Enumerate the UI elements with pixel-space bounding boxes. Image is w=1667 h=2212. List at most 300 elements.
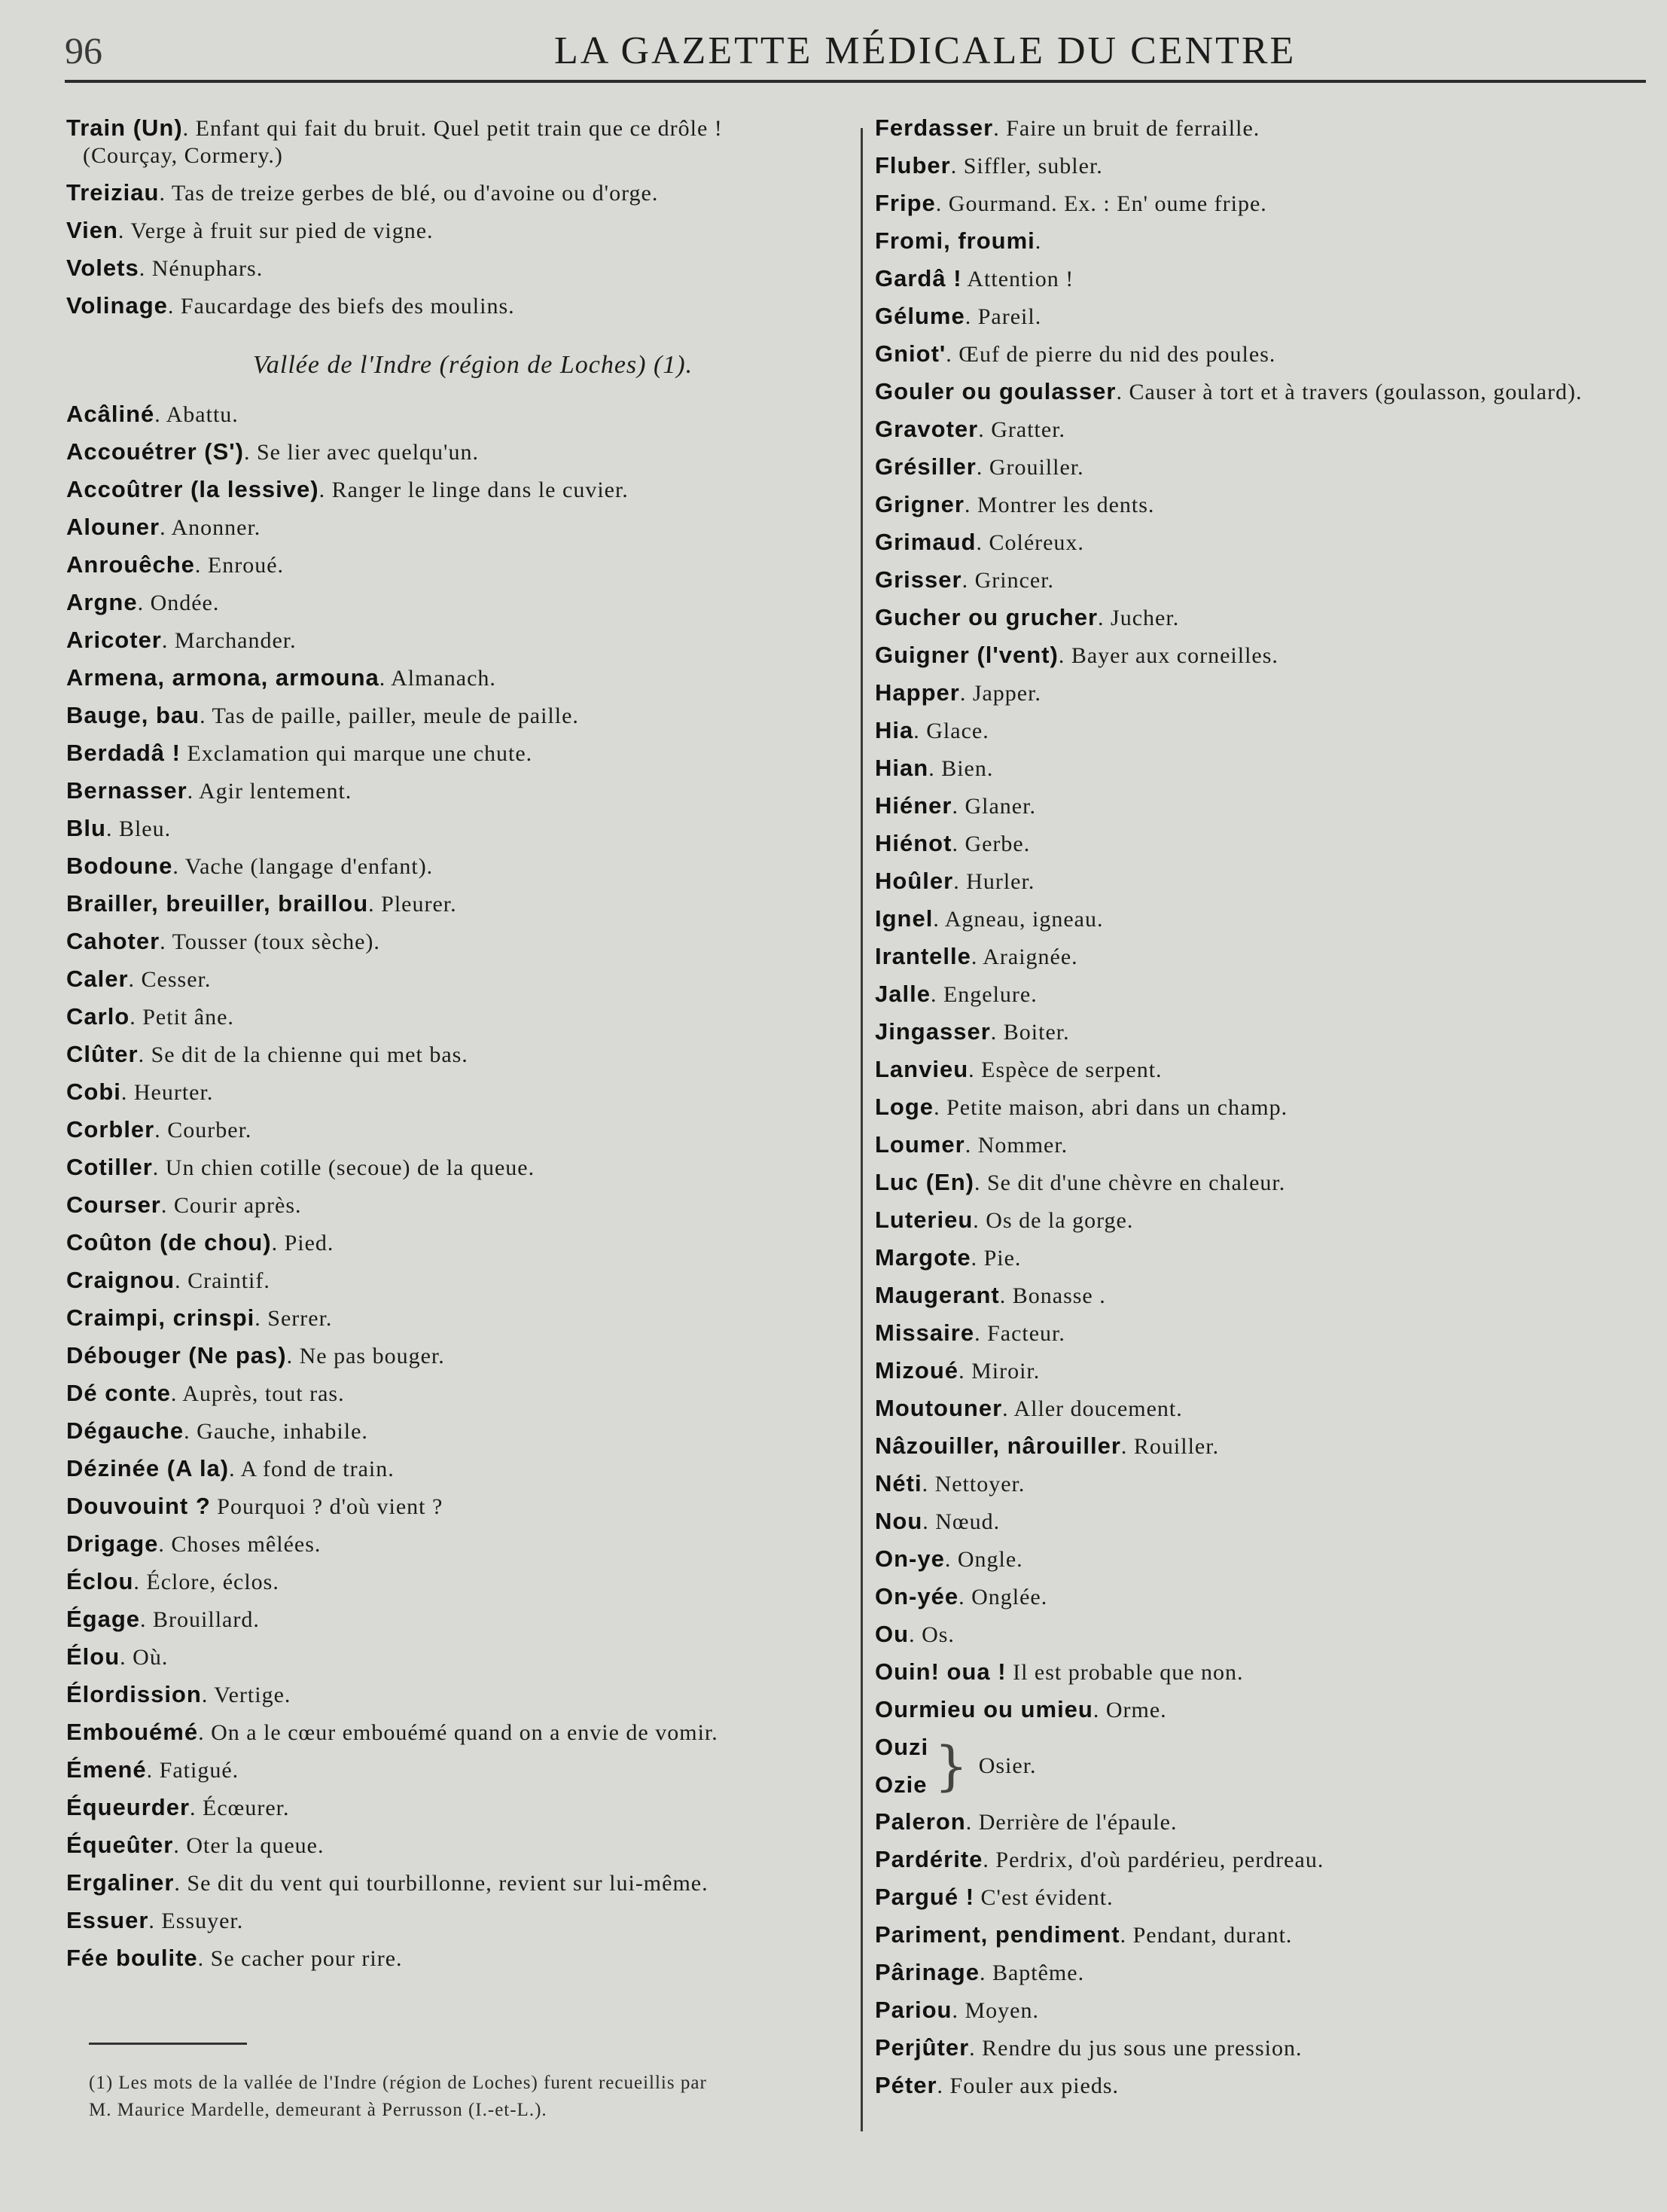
left-column bbox=[66, 114, 849, 1982]
entry-gap bbox=[875, 406, 1658, 416]
glossary-entry bbox=[66, 702, 849, 730]
entry-definition: . Heurter. bbox=[120, 1080, 214, 1105]
entry-headword: Hiéner bbox=[875, 792, 952, 819]
entry-headword: Gravoter bbox=[875, 416, 979, 442]
entry-definition: . Ondée. bbox=[137, 590, 220, 615]
entry-gap bbox=[66, 429, 849, 438]
entry-definition: . Baptême. bbox=[979, 1960, 1085, 1985]
entry-gap bbox=[875, 1460, 1658, 1470]
glossary-entry bbox=[66, 551, 849, 579]
entry-definition: . Coléreux. bbox=[976, 530, 1084, 555]
entry-gap bbox=[66, 1784, 849, 1794]
entry-definition: . Anonner. bbox=[160, 515, 261, 540]
entry-definition: . Écœurer. bbox=[190, 1796, 290, 1820]
entry-definition: . On a le cœur embouémé quand on a envie de vomir. bbox=[198, 1720, 718, 1745]
entry-definition: . Espèce de serpent. bbox=[968, 1057, 1163, 1082]
entry-definition: . Marchander. bbox=[161, 628, 297, 653]
entry-gap bbox=[875, 1159, 1658, 1169]
glossary-entry bbox=[875, 1056, 1658, 1084]
entry-headword: Élordission bbox=[66, 1681, 202, 1707]
entry-headword: Luc (En) bbox=[875, 1169, 974, 1195]
glossary-entry bbox=[66, 853, 849, 880]
entry-definition: . Jucher. bbox=[1098, 606, 1180, 630]
entry-gap bbox=[66, 1972, 849, 1982]
entry-definition: . Petite maison, abri dans un champ. bbox=[934, 1095, 1288, 1120]
entry-definition: . Engelure. bbox=[930, 982, 1038, 1007]
entry-headword: Hiénot bbox=[875, 830, 952, 856]
glossary-entry bbox=[66, 966, 849, 993]
entry-definition: . Rouiller. bbox=[1120, 1434, 1220, 1459]
right-glossary-entries-a bbox=[875, 114, 1658, 1734]
entry-gap bbox=[875, 1347, 1658, 1357]
glossary-entry bbox=[875, 1320, 1658, 1347]
glossary-entry bbox=[66, 1681, 849, 1709]
entry-headword: Ferdasser bbox=[875, 114, 994, 141]
entry-gap bbox=[875, 933, 1658, 943]
entry-definition: . Courber. bbox=[154, 1118, 252, 1143]
entry-definition: . Essuyer. bbox=[148, 1908, 244, 1933]
entry-definition: . Éclore, éclos. bbox=[133, 1570, 279, 1594]
entry-gap bbox=[875, 1008, 1658, 1018]
glossary-entry bbox=[875, 1282, 1658, 1310]
entry-headword: Équeûter bbox=[66, 1832, 174, 1858]
glossary-entry bbox=[66, 1229, 849, 1257]
entry-gap bbox=[66, 617, 849, 627]
left-top-entries bbox=[66, 114, 849, 330]
entry-definition: . Un chien cotille (secoue) de la queue. bbox=[152, 1155, 535, 1180]
entry-gap bbox=[66, 843, 849, 853]
entry-definition: . bbox=[1035, 229, 1042, 254]
left-glossary-entries bbox=[66, 401, 849, 1982]
entry-gap bbox=[66, 542, 849, 551]
entry-definition: . Vache (langage d'enfant). bbox=[172, 854, 434, 879]
entry-gap bbox=[66, 1634, 849, 1643]
glossary-entry bbox=[875, 190, 1658, 218]
glossary-entry bbox=[875, 1094, 1658, 1121]
entry-headword: Ozie bbox=[875, 1771, 928, 1798]
entry-headword: Cotiller bbox=[66, 1154, 153, 1180]
glossary-entry bbox=[66, 1267, 849, 1295]
entry-gap bbox=[66, 1332, 849, 1342]
footnote-line: (1) Les mots de la vallée de l'Indre (région de Loches) furent recueillis par bbox=[89, 2073, 707, 2093]
glossary-entry bbox=[875, 1997, 1658, 2024]
entry-headword: Brailler, breuiller, braillou bbox=[66, 890, 369, 917]
brace-glyph: } bbox=[934, 1735, 968, 1797]
glossary-entry bbox=[66, 1719, 849, 1747]
entry-gap bbox=[66, 993, 849, 1003]
entry-headword: Hian bbox=[875, 755, 929, 781]
entry-headword: Corbler bbox=[66, 1116, 155, 1143]
glossary-entry bbox=[875, 604, 1658, 632]
glossary-entry bbox=[66, 1380, 849, 1408]
entry-headword: Émené bbox=[66, 1756, 147, 1783]
right-column bbox=[875, 114, 1658, 2110]
glossary-entry bbox=[875, 2034, 1658, 2062]
glossary-entry bbox=[875, 303, 1658, 331]
entry-definition: Attention ! bbox=[961, 267, 1074, 291]
entry-headword: Carlo bbox=[66, 1003, 130, 1030]
glossary-entry bbox=[875, 1131, 1658, 1159]
glossary-entry bbox=[66, 1191, 849, 1219]
entry-definition: . Se dit d'une chèvre en chaleur. bbox=[974, 1170, 1286, 1195]
entry-headword: Grigner bbox=[875, 491, 965, 517]
glossary-entry bbox=[66, 890, 849, 918]
glossary-entry bbox=[66, 1568, 849, 1596]
entry-definition: . Faire un bruit de ferraille. bbox=[993, 116, 1260, 141]
glossary-entry bbox=[875, 792, 1658, 820]
glossary-entry bbox=[66, 1455, 849, 1483]
glossary-entry bbox=[66, 292, 849, 320]
glossary-entry bbox=[66, 1530, 849, 1558]
entry-gap bbox=[875, 1385, 1658, 1395]
entry-headword: Pardérite bbox=[875, 1846, 983, 1872]
glossary-entry bbox=[66, 815, 849, 843]
entry-gap bbox=[66, 767, 849, 777]
entry-gap bbox=[875, 1310, 1658, 1320]
entry-headword: Gniot' bbox=[875, 340, 946, 367]
entry-headword: Irantelle bbox=[875, 943, 971, 969]
entry-definition: . Derrière de l'épaule. bbox=[965, 1810, 1178, 1835]
entry-definition: . Se dit du vent qui tourbillonne, revient sur lui-même. bbox=[174, 1871, 709, 1896]
glossary-entry bbox=[875, 1018, 1658, 1046]
entry-gap bbox=[66, 1106, 849, 1116]
entry-gap bbox=[66, 320, 849, 330]
entry-headword: Accoûtrer (la lessive) bbox=[66, 476, 319, 502]
glossary-entry bbox=[66, 1756, 849, 1784]
glossary-entry bbox=[66, 1493, 849, 1521]
entry-headword: Lanvieu bbox=[875, 1056, 969, 1082]
entry-definition: . Bleu. bbox=[105, 816, 172, 841]
entry-definition: . Choses mêlées. bbox=[158, 1532, 322, 1557]
entry-definition: . Aller doucement. bbox=[1002, 1396, 1183, 1421]
entry-headword: Argne bbox=[66, 589, 138, 615]
entry-definition: . Agir lentement. bbox=[187, 779, 352, 804]
entry-gap bbox=[66, 1709, 849, 1719]
glossary-entry bbox=[66, 217, 849, 245]
glossary-entry bbox=[66, 664, 849, 692]
entry-definition: . Se lier avec quelqu'un. bbox=[243, 440, 479, 465]
entry-gap bbox=[875, 783, 1658, 792]
entry-headword: Volinage bbox=[66, 292, 168, 319]
entry-headword: Pargué ! bbox=[875, 1884, 975, 1910]
entry-headword: Craimpi, crinspi bbox=[66, 1304, 255, 1331]
entry-gap bbox=[875, 368, 1658, 378]
entry-headword: Craignou bbox=[66, 1267, 175, 1293]
entry-headword: Paleron bbox=[875, 1808, 966, 1835]
entry-headword: Blu bbox=[66, 815, 106, 841]
entry-headword: Maugerant bbox=[875, 1282, 1000, 1308]
entry-gap bbox=[875, 142, 1658, 152]
entry-definition: . Pleurer. bbox=[368, 892, 457, 917]
glossary-entry bbox=[875, 679, 1658, 707]
glossary-entry bbox=[66, 1869, 849, 1897]
entry-definition: . Cesser. bbox=[128, 967, 212, 992]
entry-definition: . Onglée. bbox=[958, 1585, 1048, 1609]
entry-definition: . Serrer. bbox=[254, 1306, 333, 1331]
entry-definition: . Ne pas bouger. bbox=[286, 1344, 445, 1368]
entry-headword: Missaire bbox=[875, 1320, 975, 1346]
entry-definition: . Nommer. bbox=[965, 1133, 1068, 1158]
glossary-entry bbox=[66, 740, 849, 767]
glossary-entry bbox=[66, 1945, 849, 1972]
glossary-entry bbox=[875, 1583, 1658, 1611]
glossary-entry bbox=[875, 1846, 1658, 1874]
entry-headword: Clûter bbox=[66, 1041, 139, 1067]
entry-headword: Train (Un) bbox=[66, 114, 183, 141]
entry-definition: Exclamation qui marque une chute. bbox=[180, 741, 533, 766]
entry-headword: Hia bbox=[875, 717, 914, 743]
glossary-entry bbox=[66, 1794, 849, 1822]
entry-definition: Osier. bbox=[978, 1753, 1037, 1778]
entry-gap bbox=[66, 207, 849, 217]
entry-gap bbox=[66, 654, 849, 664]
entry-definition: . Almanach. bbox=[379, 666, 496, 691]
entry-headword: Margote bbox=[875, 1244, 971, 1271]
paired-headwords bbox=[875, 1734, 928, 1799]
entry-definition: . Gerbe. bbox=[952, 831, 1031, 856]
footnote bbox=[89, 2070, 857, 2124]
glossary-entry bbox=[66, 1079, 849, 1106]
entry-headword: Ouzi bbox=[875, 1734, 929, 1760]
glossary-entry bbox=[66, 438, 849, 466]
entry-gap bbox=[66, 1370, 849, 1380]
entry-headword: Pariou bbox=[875, 1997, 952, 2023]
entry-gap bbox=[875, 670, 1658, 679]
entry-definition: Il est probable que non. bbox=[1006, 1660, 1244, 1685]
entry-gap bbox=[875, 1911, 1658, 1921]
entry-gap bbox=[875, 1234, 1658, 1244]
entry-definition: . Oter la queue. bbox=[173, 1833, 325, 1858]
entry-headword: Happer bbox=[875, 679, 960, 706]
glossary-entry bbox=[66, 1907, 849, 1935]
entry-headword: Caler bbox=[66, 966, 129, 992]
entry-headword: Douvouint ? bbox=[66, 1493, 211, 1519]
entry-definition: . Agneau, igneau. bbox=[933, 907, 1104, 932]
glossary-entry bbox=[875, 755, 1658, 783]
entry-headword: Ou bbox=[875, 1621, 910, 1647]
entry-gap bbox=[66, 1031, 849, 1041]
entry-definition: . Boiter. bbox=[990, 1020, 1070, 1045]
entry-definition: . Enfant qui fait du bruit. Quel petit train que ce drôle ! bbox=[182, 116, 723, 141]
entry-definition: . Bien. bbox=[928, 756, 994, 781]
entry-headword: Coûton (de chou) bbox=[66, 1229, 272, 1256]
entry-definition: . Facteur. bbox=[974, 1321, 1065, 1346]
entry-continuation: (Courçay, Cormery.) bbox=[83, 143, 283, 168]
entry-headword: Cobi bbox=[66, 1079, 121, 1105]
entry-gap bbox=[875, 971, 1658, 981]
entry-headword: Équeurder bbox=[66, 1794, 190, 1820]
entry-gap bbox=[66, 1596, 849, 1606]
glossary-entry bbox=[66, 114, 849, 169]
entry-headword: Fée boulite bbox=[66, 1945, 198, 1971]
glossary-entry bbox=[875, 114, 1658, 142]
entry-definition: . A fond de train. bbox=[229, 1457, 395, 1481]
entry-headword: Gouler ou goulasser bbox=[875, 378, 1117, 404]
entry-definition: . Gratter. bbox=[978, 417, 1066, 442]
entry-definition: . Petit âne. bbox=[130, 1005, 234, 1030]
glossary-entry bbox=[875, 491, 1658, 519]
glossary-entry bbox=[66, 1606, 849, 1634]
entry-definition: . Se dit de la chienne qui met bas. bbox=[138, 1042, 468, 1067]
entry-headword: Fluber bbox=[875, 152, 951, 178]
page-number: 96 bbox=[65, 29, 102, 72]
glossary-entry bbox=[875, 378, 1658, 406]
glossary-entry bbox=[875, 1395, 1658, 1423]
glossary-entry bbox=[875, 566, 1658, 594]
right-glossary-entries-b bbox=[875, 1808, 1658, 2110]
glossary-entry bbox=[875, 981, 1658, 1008]
entry-headword: Gucher ou grucher bbox=[875, 604, 1099, 630]
entry-definition: . Grincer. bbox=[961, 568, 1055, 593]
entry-gap bbox=[66, 1219, 849, 1229]
entry-definition: . Ranger le linge dans le cuvier. bbox=[318, 477, 629, 502]
footnote-rule bbox=[89, 2043, 247, 2045]
entry-headword: Hoûler bbox=[875, 868, 954, 894]
footnote-line: M. Maurice Mardelle, demeurant à Perrusson (I.-et-L.). bbox=[89, 2100, 547, 2120]
entry-gap bbox=[66, 169, 849, 179]
glossary-entry bbox=[66, 1154, 849, 1182]
entry-definition: . Tousser (toux sèche). bbox=[160, 929, 380, 954]
entry-headword: Grimaud bbox=[875, 529, 977, 555]
entry-definition: . Nettoyer. bbox=[922, 1472, 1025, 1497]
entry-definition: . Nénuphars. bbox=[139, 256, 264, 281]
entry-definition: . Bayer aux corneilles. bbox=[1058, 643, 1278, 668]
entry-definition: . Montrer les dents. bbox=[964, 493, 1155, 517]
journal-title: LA GAZETTE MÉDICALE DU CENTRE bbox=[554, 29, 1297, 72]
entry-gap bbox=[66, 1257, 849, 1267]
entry-gap bbox=[66, 282, 849, 292]
entry-gap bbox=[875, 1649, 1658, 1658]
entry-gap bbox=[875, 745, 1658, 755]
glossary-entry bbox=[875, 717, 1658, 745]
entry-gap bbox=[66, 692, 849, 702]
entry-headword: Berdadâ ! bbox=[66, 740, 181, 766]
glossary-entry bbox=[66, 1041, 849, 1069]
entry-definition: . Enroué. bbox=[194, 553, 285, 578]
entry-gap bbox=[66, 918, 849, 928]
entry-definition: . Glace. bbox=[913, 719, 989, 743]
entry-gap bbox=[66, 1483, 849, 1493]
entry-gap bbox=[875, 1987, 1658, 1997]
glossary-entry bbox=[875, 943, 1658, 971]
entry-definition: . Pied. bbox=[271, 1231, 334, 1256]
entry-headword: Péter bbox=[875, 2072, 937, 2098]
entry-definition: . Tas de paille, pailler, meule de paille. bbox=[200, 703, 579, 728]
glossary-entry bbox=[875, 152, 1658, 180]
entry-gap bbox=[875, 1799, 1658, 1808]
entry-definition: . Os de la gorge. bbox=[973, 1208, 1134, 1233]
entry-headword: Fromi, froumi bbox=[875, 227, 1035, 254]
entry-gap bbox=[66, 1521, 849, 1530]
entry-definition: . Ongle. bbox=[944, 1547, 1023, 1572]
glossary-entry bbox=[875, 265, 1658, 293]
entry-headword: Treiziau bbox=[66, 179, 160, 206]
entry-gap bbox=[875, 858, 1658, 868]
entry-definition: . Fouler aux pieds. bbox=[937, 2073, 1120, 2098]
entry-headword: Grisser bbox=[875, 566, 962, 593]
entry-headword: On-ye bbox=[875, 1545, 945, 1572]
page-header bbox=[65, 26, 1646, 86]
glossary-entry-pair bbox=[875, 1734, 1658, 1799]
entry-headword: Fripe bbox=[875, 190, 936, 216]
entry-gap bbox=[875, 519, 1658, 529]
entry-gap bbox=[875, 293, 1658, 303]
entry-gap bbox=[66, 880, 849, 890]
glossary-entry bbox=[875, 1470, 1658, 1498]
entry-headword: Élou bbox=[66, 1643, 120, 1670]
entry-headword: Bauge, bau bbox=[66, 702, 200, 728]
entry-headword: Vien bbox=[66, 217, 118, 243]
entry-gap bbox=[875, 1536, 1658, 1545]
entry-definition: . Courir après. bbox=[160, 1193, 302, 1218]
entry-headword: Éclou bbox=[66, 1568, 134, 1594]
glossary-entry bbox=[875, 1808, 1658, 1836]
glossary-entry bbox=[875, 1508, 1658, 1536]
entry-gap bbox=[875, 820, 1658, 830]
entry-headword: Essuer bbox=[66, 1907, 149, 1933]
glossary-entry bbox=[66, 401, 849, 429]
entry-definition: . Verge à fruit sur pied de vigne. bbox=[117, 218, 434, 243]
entry-definition: . Abattu. bbox=[154, 402, 239, 427]
entry-headword: Cahoter bbox=[66, 928, 160, 954]
glossary-entry bbox=[875, 227, 1658, 255]
entry-gap bbox=[875, 1686, 1658, 1696]
glossary-entry bbox=[66, 1116, 849, 1144]
glossary-entry bbox=[875, 1959, 1658, 1987]
entry-definition: . Japper. bbox=[959, 681, 1041, 706]
entry-headword: Ourmieu ou umieu bbox=[875, 1696, 1093, 1722]
entry-gap bbox=[875, 1272, 1658, 1282]
entry-definition: . Rendre du jus sous une pression. bbox=[969, 2036, 1303, 2061]
entry-headword: Loumer bbox=[875, 1131, 965, 1158]
entry-gap bbox=[875, 255, 1658, 265]
entry-gap bbox=[66, 466, 849, 476]
glossary-entry bbox=[875, 1207, 1658, 1234]
entry-gap bbox=[66, 1822, 849, 1832]
entry-definition: . Orme. bbox=[1093, 1698, 1167, 1722]
entry-gap bbox=[66, 579, 849, 589]
entry-headword: Alouner bbox=[66, 514, 160, 540]
entry-gap bbox=[66, 805, 849, 815]
glossary-entry bbox=[66, 476, 849, 504]
glossary-entry bbox=[875, 1621, 1658, 1649]
section-title: Vallée de l'Indre (région de Loches) (1). bbox=[252, 351, 693, 379]
glossary-entry bbox=[66, 179, 849, 207]
entry-gap bbox=[875, 594, 1658, 604]
glossary-entry bbox=[66, 1643, 849, 1671]
entry-definition: . Hurler. bbox=[953, 869, 1035, 894]
entry-headword: Dégauche bbox=[66, 1417, 184, 1444]
entry-definition: . Faucardage des biefs des moulins. bbox=[167, 294, 515, 319]
entry-definition: . Où. bbox=[120, 1645, 169, 1670]
entry-headword: Bernasser bbox=[66, 777, 187, 804]
entry-gap bbox=[875, 1498, 1658, 1508]
entry-headword: Ignel bbox=[875, 905, 934, 932]
entry-definition: . Brouillard. bbox=[140, 1607, 260, 1632]
entry-gap bbox=[875, 557, 1658, 566]
entry-headword: Dé conte bbox=[66, 1380, 171, 1406]
entry-headword: Loge bbox=[875, 1094, 934, 1120]
entry-definition: . Craintif. bbox=[175, 1268, 270, 1293]
entry-headword: Anrouêche bbox=[66, 551, 195, 578]
entry-definition: . Pareil. bbox=[965, 304, 1042, 329]
entry-gap bbox=[66, 1182, 849, 1191]
header-rule bbox=[65, 80, 1646, 83]
entry-gap bbox=[875, 1046, 1658, 1056]
entry-definition: Pourquoi ? d'où vient ? bbox=[210, 1494, 443, 1519]
entry-definition: . Gourmand. Ex. : En' oume fripe. bbox=[935, 191, 1267, 216]
entry-gap bbox=[875, 1724, 1658, 1734]
